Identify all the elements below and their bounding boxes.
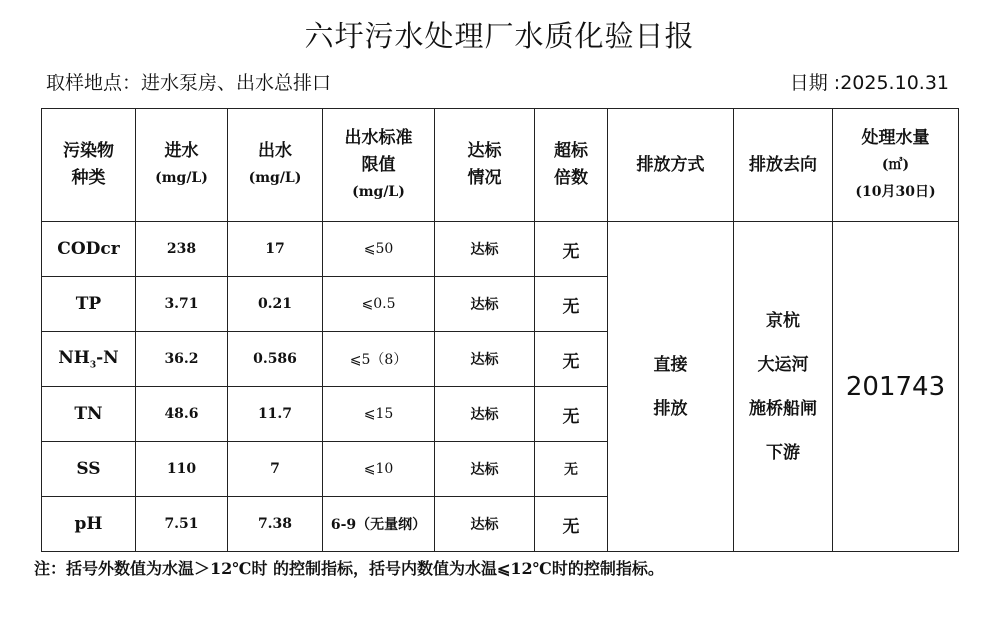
status-cell: 达标 xyxy=(435,332,535,387)
header-inflow: 进水 (mg/L) xyxy=(136,109,228,222)
exceed-cell: 无 xyxy=(535,497,608,552)
outflow-cell: 0.586 xyxy=(228,332,323,387)
report-date: 日期 :2025.10.31 xyxy=(789,72,949,94)
status-cell: 达标 xyxy=(435,387,535,442)
inflow-cell: 110 xyxy=(136,442,228,497)
header-exceed: 超标 倍数 xyxy=(535,109,608,222)
header-outflow: 出水 (mg/L) xyxy=(228,109,323,222)
sampling-location: 取样地点：进水泵房、出水总排口 xyxy=(46,72,332,94)
status-cell: 达标 xyxy=(435,222,535,277)
inflow-cell: 48.6 xyxy=(136,387,228,442)
limit-cell: ⩽5（8） xyxy=(323,332,435,387)
report-title: 六圩污水处理厂水质化验日报 xyxy=(304,19,695,53)
limit-cell: ⩽10 xyxy=(323,442,435,497)
pollutant-cell: TN xyxy=(42,387,136,442)
header-status: 达标 情况 xyxy=(435,109,535,222)
header-volume: 处理水量 (㎥) (10月30日) xyxy=(833,109,959,222)
pollutant-cell: SS xyxy=(42,442,136,497)
outflow-cell: 7.38 xyxy=(228,497,323,552)
exceed-cell: 无 xyxy=(535,442,608,497)
pollutant-cell: pH xyxy=(42,497,136,552)
exceed-cell: 无 xyxy=(535,332,608,387)
pollutant-cell: TP xyxy=(42,277,136,332)
outflow-cell: 11.7 xyxy=(228,387,323,442)
header-discharge-dest: 排放去向 xyxy=(734,109,833,222)
status-cell: 达标 xyxy=(435,497,535,552)
pollutant-cell: CODcr xyxy=(42,222,136,277)
exceed-cell: 无 xyxy=(535,387,608,442)
status-cell: 达标 xyxy=(435,442,535,497)
discharge-method-cell: 直接 排放 xyxy=(608,222,734,552)
header-row xyxy=(42,109,959,222)
footnote: 注：括号外数值为水温＞12℃时 的控制指标，括号内数值为水温⩽12℃时的控制指标。 xyxy=(34,559,664,578)
limit-cell: ⩽15 xyxy=(323,387,435,442)
header-discharge-method: 排放方式 xyxy=(608,109,734,222)
outflow-cell: 7 xyxy=(228,442,323,497)
inflow-cell: 238 xyxy=(136,222,228,277)
header-pollutant: 污染物 种类 xyxy=(42,109,136,222)
inflow-cell: 3.71 xyxy=(136,277,228,332)
volume-cell: 201743 xyxy=(833,222,959,552)
exceed-cell: 无 xyxy=(535,222,608,277)
water-quality-table xyxy=(41,108,959,552)
status-cell: 达标 xyxy=(435,277,535,332)
outflow-cell: 17 xyxy=(228,222,323,277)
limit-cell: 6-9（无量纲） xyxy=(323,497,435,552)
outflow-cell: 0.21 xyxy=(228,277,323,332)
pollutant-cell: $NH_3-N$ xyxy=(42,332,136,387)
discharge-dest-cell: 京杭 大运河 施桥船闸 下游 xyxy=(734,222,833,552)
table-row xyxy=(42,222,959,277)
limit-cell: ⩽0.5 xyxy=(323,277,435,332)
inflow-cell: 36.2 xyxy=(136,332,228,387)
inflow-cell: 7.51 xyxy=(136,497,228,552)
limit-cell: ⩽50 xyxy=(323,222,435,277)
exceed-cell: 无 xyxy=(535,277,608,332)
header-limit: 出水标准 限值 (mg/L) xyxy=(323,109,435,222)
